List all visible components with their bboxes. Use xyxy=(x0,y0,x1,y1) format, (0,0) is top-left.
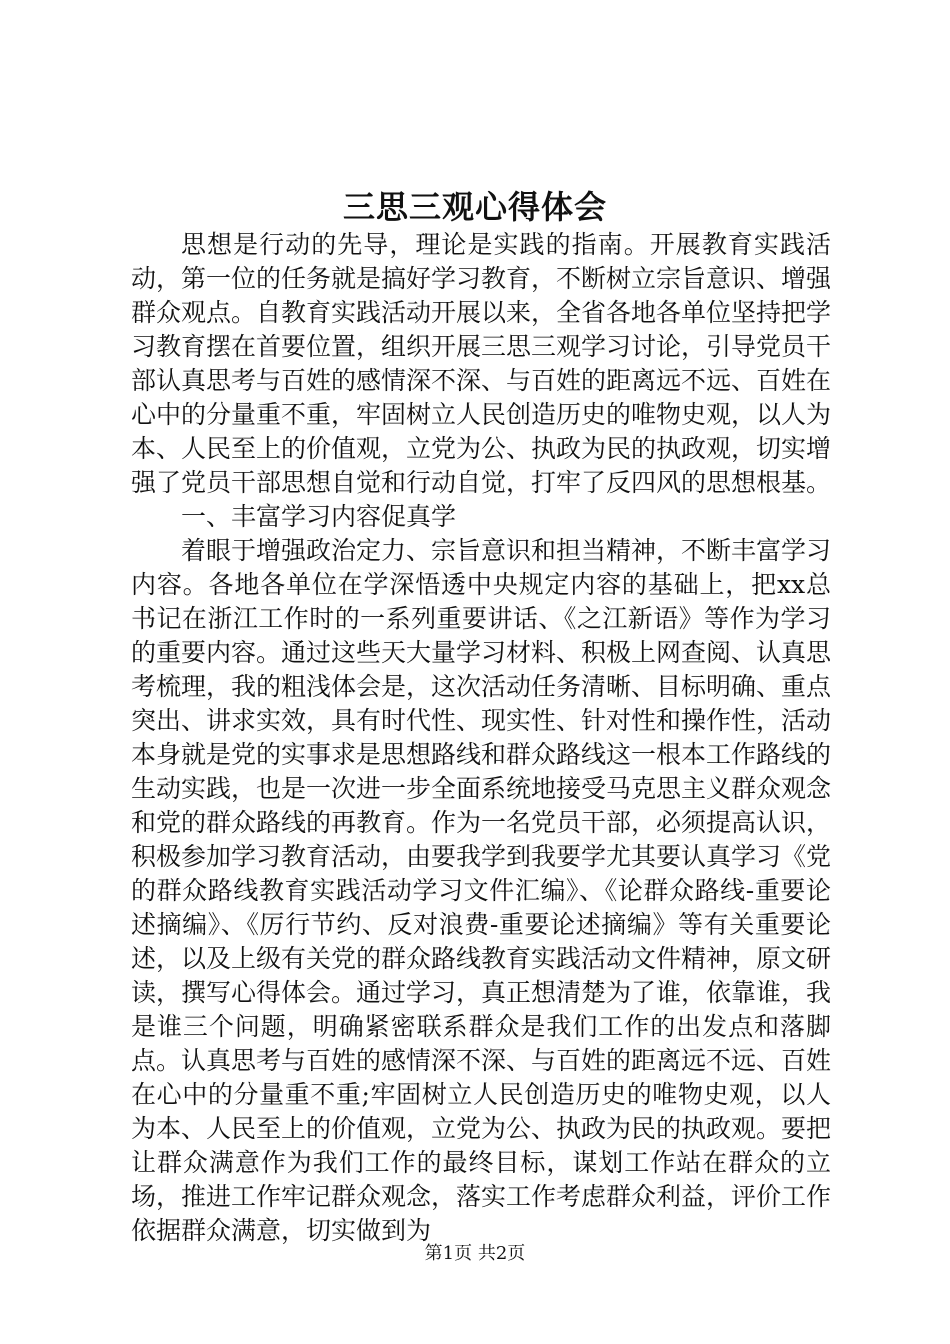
page-number-footer: 第1页 共2页 xyxy=(424,1243,526,1264)
section-heading-1: 一、丰富学习内容促真学 xyxy=(181,502,457,531)
document-body xyxy=(131,228,831,1248)
paragraph-section-1: 着眼于增强政治定力、宗旨意识和担当精神，不断丰富学习内容。各地各单位在学深悟透中央规定内容的基础上，把xx总书记在浙江工作时的一系列重要讲话、《之江新语》等作为学习的重要内容。通过这些天大量学习材料、积极上网查阅、认真思考梳理，我的粗浅体会是，这次活动任务清晰、目标明确、重点突出、讲求实效，具有时代性、现实性、针对性和操作性，活动本身就是党的实事求是思想路线和群众路线这一根本工作路线的生动实践，也是一次进一步全面系统地接受马克思主义群众观念和党的群众路线的再教育。作为一名党员干部，必须提高认识，积极参加学习教育活动，由要我学到我要学尤其要认真学习《党的群众路线教育实践活动学习文件汇编》、《论群众路线-重要论述摘编》、《厉行节约、反对浪费-重要论述摘编》等有关重要论述，以及上级有关党的群众路线教育实践活动文件精神，原文研读，撰写心得体会。通过学习，真正想清楚为了谁，依靠谁，我是谁三个问题，明确紧密联系群众是我们工作的出发点和落脚点。认真思考与百姓的感情深不深、与百姓的距离远不远、百姓在心中的分量重不重;牢固树立人民创造历史的唯物史观，以人为本、人民至上的价值观，立党为公、执政为民的执政观。要把让群众满意作为我们工作的最终目标，谋划工作站在群众的立场，推进工作牢记群众观念，落实工作考虑群众利益，评价工作依据群众满意，切实做到为 xyxy=(131,536,832,1245)
document-title: 三思三观心得体会 xyxy=(342,188,607,226)
paragraph-intro: 思想是行动的先导，理论是实践的指南。开展教育实践活动，第一位的任务就是搞好学习教育，不断树立宗旨意识、增强群众观点。自教育实践活动开展以来，全省各地各单位坚持把学习教育摆在首要位置，组织开展三思三观学习讨论，引导党员干部认真思考与百姓的感情深不深、与百姓的距离远不远、百姓在心中的分量重不重，牢固树立人民创造历史的唯物史观，以人为本、人民至上的价值观，立党为公、执政为民的执政观，切实增强了党员干部思想自觉和行动自觉，打牢了反四风的思想根基。 xyxy=(131,230,832,497)
